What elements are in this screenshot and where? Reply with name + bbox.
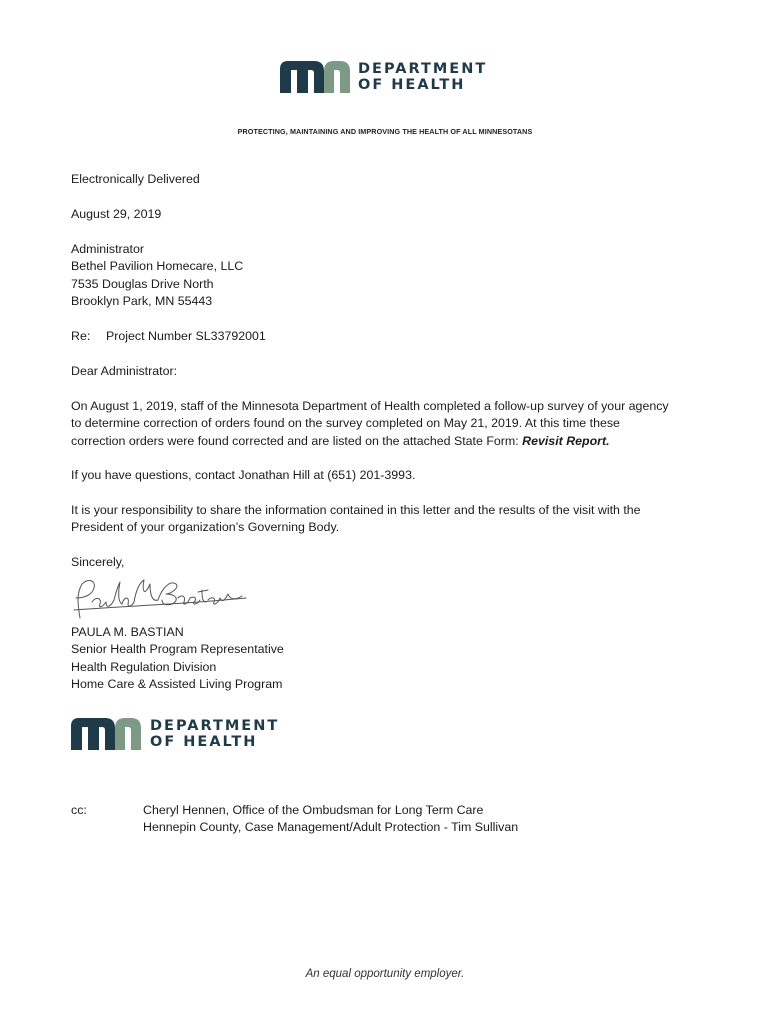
cc-recipient: Cheryl Hennen, Office of the Ombudsman for Long Term Care xyxy=(143,803,484,817)
salutation: Dear Administrator: xyxy=(71,364,178,378)
logo-line-1: DEPARTMENT xyxy=(358,61,488,77)
mn-logo-mark-icon xyxy=(70,718,142,750)
re-label: Re: xyxy=(71,329,91,343)
letterhead-tagline: PROTECTING, MAINTAINING AND IMPROVING THE HEALTH OF ALL MINNESOTANS xyxy=(237,127,533,136)
project-number: Project Number SL33792001 xyxy=(106,329,266,343)
signer-name: PAULA M. BASTIAN xyxy=(71,625,184,639)
handwritten-signature xyxy=(66,576,256,622)
closing: Sincerely, xyxy=(71,555,125,569)
signature-block xyxy=(71,624,711,694)
logo-wordmark xyxy=(150,718,279,750)
logo-line-2: OF HEALTH xyxy=(150,734,258,750)
reference-line xyxy=(71,328,711,345)
signer-program: Home Care & Assisted Living Program xyxy=(71,677,283,692)
signer-title: Senior Health Program Representative xyxy=(71,642,284,657)
recipient-address xyxy=(71,241,711,311)
paragraph-3: It is your responsibility to share the information contained in this letter and the results of the visit with the President of your organization’s Governing Body. xyxy=(71,503,641,535)
recipient-line: 7535 Douglas Drive North xyxy=(71,276,214,291)
logo-wordmark xyxy=(358,61,487,93)
mdh-logo-bottom xyxy=(70,718,279,750)
cc-recipient: Hennepin County, Case Management/Adult Protection - Tim Sullivan xyxy=(143,820,519,835)
mn-logo-mark-icon xyxy=(280,61,350,93)
paragraph-2: If you have questions, contact Jonathan Hill at (651) 201-3993. xyxy=(71,468,416,482)
cc-label: cc: xyxy=(71,803,87,817)
revisit-report-emphasis: Revisit Report. xyxy=(522,433,610,448)
logo-line-2: OF HEALTH xyxy=(358,77,466,93)
paragraph-1: On August 1, 2019, staff of the Minnesota Department of Health completed a follow-up survey of your agency to determine correction of orders found on the survey completed on May 21, 2019. At this time these correction orders were found corrected and are listed on the attached State Form: Revisit Report. xyxy=(71,399,669,448)
footer-statement: An equal opportunity employer. xyxy=(305,968,465,980)
recipient-line: Brooklyn Park, MN 55443 xyxy=(71,294,213,309)
delivery-method: Electronically Delivered xyxy=(71,172,200,186)
signer-division: Health Regulation Division xyxy=(71,659,217,674)
logo-line-1: DEPARTMENT xyxy=(150,718,280,734)
letter-date: August 29, 2019 xyxy=(71,207,162,221)
recipient-line: Bethel Pavilion Homecare, LLC xyxy=(71,259,244,274)
recipient-line: Administrator xyxy=(71,242,144,256)
mdh-logo-top xyxy=(280,61,487,93)
cc-list xyxy=(143,802,518,837)
